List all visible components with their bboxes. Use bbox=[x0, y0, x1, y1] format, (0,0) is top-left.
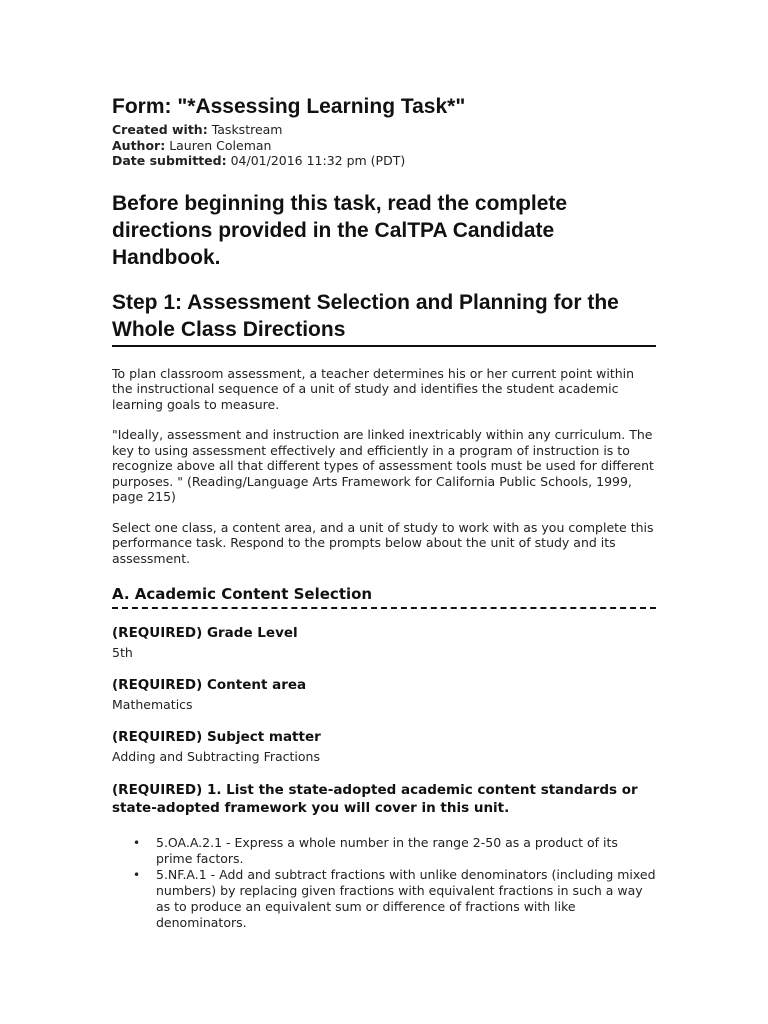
document-content bbox=[112, 94, 656, 931]
grade-level-label: (REQUIRED) Grade Level bbox=[112, 625, 298, 641]
created-with-label: Created with: bbox=[112, 122, 208, 137]
directions-heading: Before beginning this task, read the complete directions provided in the CalTPA Candidate Handbook. bbox=[112, 191, 568, 269]
author-value: Lauren Coleman bbox=[169, 137, 272, 153]
subject-matter-label: (REQUIRED) Subject matter bbox=[112, 729, 321, 745]
question-1: (REQUIRED) 1. List the state-adopted academic content standards or state-adopted framework you will cover in this unit. bbox=[112, 782, 638, 816]
section-a-heading: A. Academic Content Selection bbox=[112, 584, 656, 609]
content-area-label: (REQUIRED) Content area bbox=[112, 677, 307, 693]
date-submitted-label: Date submitted: bbox=[112, 153, 227, 168]
standard-text: 5.OA.A.2.1 - Express a whole number in the range 2-50 as a product of its prime factors. bbox=[156, 835, 618, 866]
subject-matter-value: Adding and Subtracting Fractions bbox=[112, 749, 320, 764]
grade-level-field bbox=[112, 625, 656, 661]
content-area-field bbox=[112, 677, 656, 713]
list-item bbox=[133, 835, 656, 867]
framework-quote-paragraph: "Ideally, assessment and instruction are linked inextricably within any curriculum. The key to using assessment effectively and efficiently in a program of instruction is to recognize above all that different types of assessment tools must be used for different purposes. " (Reading/Language Arts Framework for California Public Schools, 1999, page 215) bbox=[112, 427, 654, 504]
subject-matter-field bbox=[112, 729, 656, 765]
date-submitted-value: 04/01/2016 11:32 pm (PDT) bbox=[230, 153, 406, 168]
grade-level-value: 5th bbox=[112, 645, 133, 660]
created-with-value: Taskstream bbox=[211, 122, 283, 137]
intro-paragraph: To plan classroom assessment, a teacher determines his or her current point within the instructional sequence of a unit of study and identifies the student academic learning goals to measure. bbox=[112, 365, 635, 412]
form-metadata bbox=[112, 122, 656, 169]
date-submitted-line bbox=[112, 153, 656, 169]
list-item bbox=[133, 867, 656, 931]
created-with-line bbox=[112, 122, 656, 138]
standards-list bbox=[112, 835, 656, 931]
bullet-icon: • bbox=[133, 836, 141, 850]
standard-text: 5.NF.A.1 - Add and subtract fractions with unlike denominators (including mixed numbers) by replacing given fractions with equivalent fractions in such a way as to produce an equivalent sum or difference of fractions with like denominators. bbox=[156, 867, 656, 930]
content-area-value: Mathematics bbox=[112, 697, 193, 712]
author-line bbox=[112, 138, 656, 154]
step-1-heading: Step 1: Assessment Selection and Planning for the Whole Class Directions bbox=[112, 289, 656, 347]
form-title: Form: "*Assessing Learning Task*" bbox=[112, 95, 466, 118]
bullet-icon: • bbox=[133, 868, 141, 882]
author-label: Author: bbox=[112, 137, 166, 153]
instructions-paragraph: Select one class, a content area, and a unit of study to work with as you complete this performance task. Respond to the prompts below about the unit of study and its assessment. bbox=[112, 519, 654, 566]
